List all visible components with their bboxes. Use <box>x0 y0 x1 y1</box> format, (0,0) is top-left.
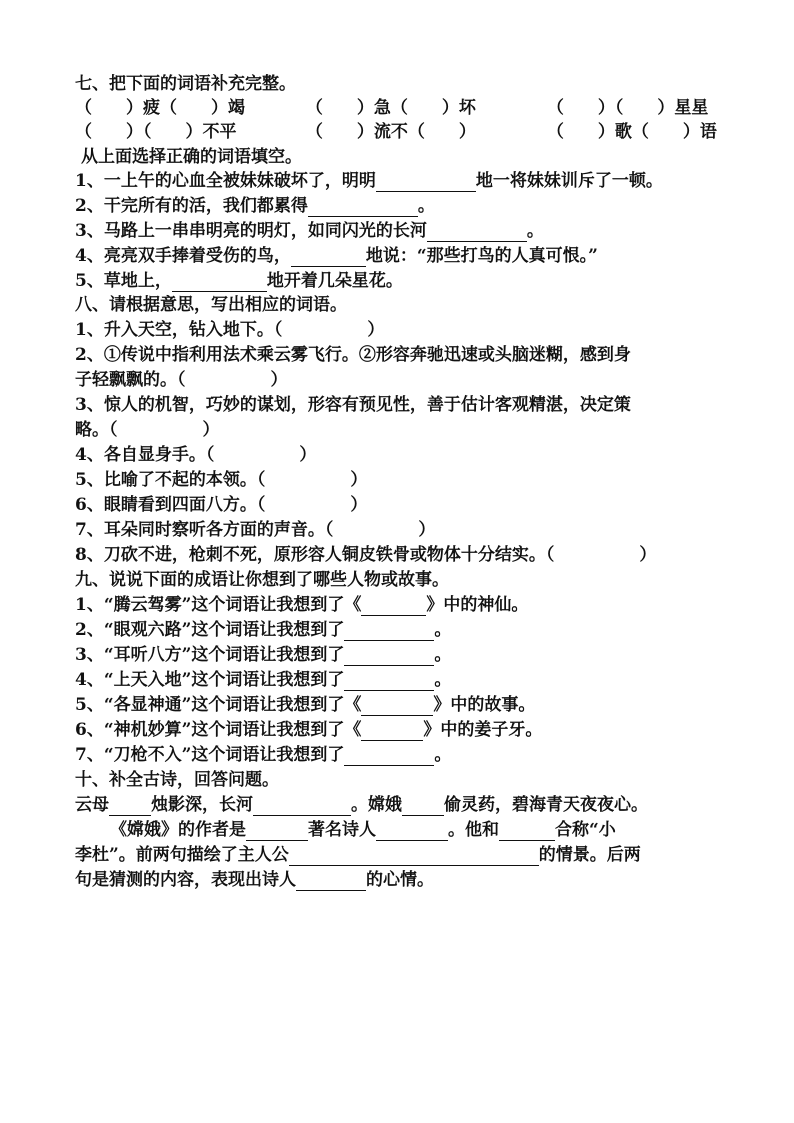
meaning-question-1: 1、升入天空，钻入地下。（ ） <box>75 320 385 340</box>
meaning-question-3-line-2: 略。（ ） <box>75 420 220 440</box>
fill-question-2: 2、干完所有的活，我们都累得 。 <box>75 196 435 216</box>
idiom-story-question-5: 5、“各显神通”这个词语让我想到了《 》中的故事。 <box>75 695 536 715</box>
meaning-question-2-line-2: 子轻飘飘的。（ ） <box>75 370 288 390</box>
answer-blank[interactable] <box>253 797 351 816</box>
idiom-blank-5: （ ）流不（ ） <box>305 122 476 142</box>
answer-blank[interactable] <box>499 822 555 841</box>
meaning-question-6: 6、眼睛看到四面八方。（ ） <box>75 495 368 515</box>
meaning-question-8: 8、刀砍不进，枪刺不死，原形容人铜皮铁骨或物体十分结实。（ ） <box>75 545 657 565</box>
meaning-question-2-line-1: 2、①传说中指利用法术乘云雾飞行。②形容奔驰迅速或头脑迷糊，感到身 <box>75 345 631 365</box>
section-8-title: 八、请根据意思，写出相应的词语。 <box>75 295 347 315</box>
idiom-story-question-2: 2、“眼观六路”这个词语让我想到了 。 <box>75 620 452 640</box>
meaning-question-5: 5、比喻了不起的本领。（ ） <box>75 470 368 490</box>
idiom-blank-4: （ ）（ ）不平 <box>75 122 237 142</box>
idiom-story-question-1: 1、“腾云驾雾”这个词语让我想到了《 》中的神仙。 <box>75 595 529 615</box>
meaning-question-7: 7、耳朵同时察听各方面的声音。（ ） <box>75 520 436 540</box>
answer-blank[interactable] <box>402 797 444 816</box>
poem-question-line-1: 《嫦娥》的作者是 著名诗人 。他和 合称“小 <box>110 820 616 840</box>
answer-blank[interactable] <box>308 198 418 217</box>
section-7-row-1 <box>75 97 735 119</box>
idiom-blank-2: （ ）急（ ）坏 <box>305 98 476 118</box>
fill-question-4: 4、亮亮双手捧着受伤的鸟， 地说：“那些打鸟的人真可恨。” <box>75 246 598 266</box>
answer-blank[interactable] <box>376 822 448 841</box>
poem-question-line-2: 李杜”。前两句描绘了主人公 的情景。后两 <box>75 845 641 865</box>
section-7-row-2 <box>75 121 735 143</box>
answer-blank[interactable] <box>172 273 267 292</box>
idiom-story-question-7: 7、“刀枪不入”这个词语让我想到了 。 <box>75 745 452 765</box>
answer-blank[interactable] <box>344 622 434 641</box>
answer-blank[interactable] <box>361 697 433 716</box>
answer-blank[interactable] <box>109 797 151 816</box>
idiom-blank-1: （ ）疲（ ）竭 <box>75 98 245 118</box>
section-9-title: 九、说说下面的成语让你想到了哪些人物或故事。 <box>75 570 449 590</box>
poem-line: 云母 烛影深，长河 。嫦娥 偷灵药，碧海青天夜夜心。 <box>75 795 648 815</box>
answer-blank[interactable] <box>246 822 308 841</box>
answer-blank[interactable] <box>344 747 434 766</box>
answer-blank[interactable] <box>427 223 527 242</box>
idiom-story-question-4: 4、“上天入地”这个词语让我想到了 。 <box>75 670 452 690</box>
answer-blank[interactable] <box>344 672 434 691</box>
answer-blank[interactable] <box>291 248 366 267</box>
answer-blank[interactable] <box>344 647 434 666</box>
section-10-title: 十、补全古诗，回答问题。 <box>75 770 279 790</box>
meaning-question-4: 4、各自显身手。（ ） <box>75 445 317 465</box>
meaning-question-3-line-1: 3、惊人的机智，巧妙的谋划，形容有预见性，善于估计客观精湛，决定策 <box>75 395 631 415</box>
answer-blank[interactable] <box>361 597 426 616</box>
section-7-subtitle: 从上面选择正确的词语填空。 <box>81 147 302 167</box>
idiom-story-question-3: 3、“耳听八方”这个词语让我想到了 。 <box>75 645 452 665</box>
fill-question-3: 3、马路上一串串明亮的明灯，如同闪光的长河 。 <box>75 221 544 241</box>
answer-blank[interactable] <box>376 173 476 192</box>
idiom-blank-3: （ ）（ ）星星 <box>546 98 709 118</box>
answer-blank[interactable] <box>296 872 366 891</box>
fill-question-5: 5、草地上， 地开着几朵星花。 <box>75 271 403 291</box>
poem-question-line-3: 句是猜测的内容，表现出诗人 的心情。 <box>75 870 434 890</box>
idiom-blank-6: （ ）歌（ ）语 <box>546 122 717 142</box>
answer-blank[interactable] <box>289 847 539 866</box>
answer-blank[interactable] <box>361 722 423 741</box>
fill-question-1: 1、一上午的心血全被妹妹破坏了，明明 地一将妹妹训斥了一顿。 <box>75 171 663 191</box>
section-7-title: 七、把下面的词语补充完整。 <box>75 74 296 94</box>
idiom-story-question-6: 6、“神机妙算”这个词语让我想到了《 》中的姜子牙。 <box>75 720 543 740</box>
